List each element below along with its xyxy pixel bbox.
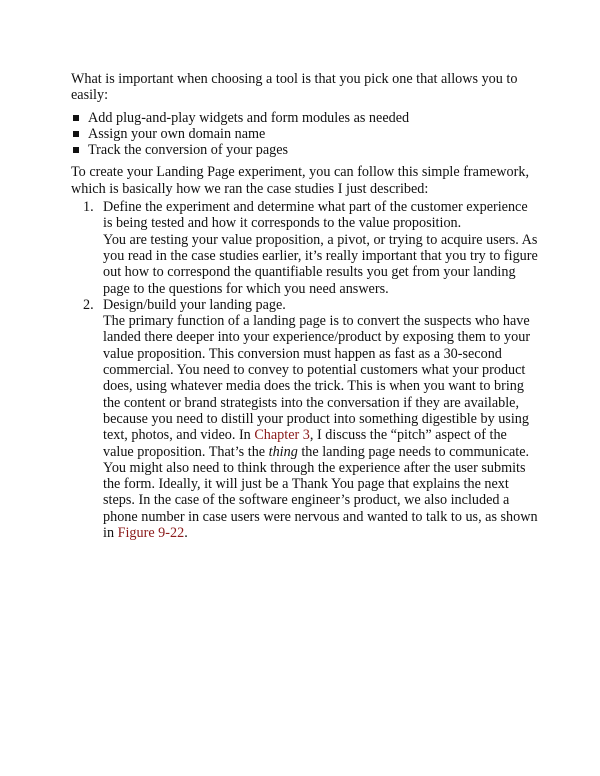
list-item [71,126,539,142]
list-item-text: Assign your own domain name [88,125,266,142]
square-bullet-icon [73,115,79,121]
step-body [103,313,539,541]
step-item [71,199,539,297]
step-number: 2. [83,296,94,313]
step-number: 1. [83,199,94,216]
figure-9-22-link[interactable]: Figure 9-22 [117,525,185,542]
tool-requirements-list [71,110,539,159]
list-item-text: Track the conversion of your pages [88,142,289,159]
list-item [71,110,539,126]
intro-paragraph: What is important when choosing a tool is that you pick one that allows you to easily: [71,71,518,104]
framework-steps-list [71,199,539,541]
step-body: You are testing your value proposition, a pivot, or trying to acquire users. As you read in the case studies earlier, it’s really important that you try to figure out how to correspond the quantifiable results you get from your landing page to the questions for which you need answers. [103,231,538,297]
square-bullet-icon [73,147,79,153]
step-body-text: the landing page needs to communicate. You might also need to think through the experience after the user submits the form. Ideally, it will just be a Thank You page that explains the next steps. In the case of the software engineer’s product, we also included a phone number in case users were nervous and wanted to talk to us, as shown in [103,443,538,542]
square-bullet-icon [73,131,79,137]
list-item [71,142,539,158]
step-title: Design/build your landing page. [103,296,286,313]
list-item-text: Add plug-and-play widgets and form modules as needed [88,109,410,126]
framework-intro-paragraph: To create your Landing Page experiment, you can follow this simple framework, which is basically how we ran the case studies I just described: [71,164,529,197]
chapter-3-link[interactable]: Chapter 3 [254,427,310,444]
step-body-text: The primary function of a landing page is to convert the suspects who have landed there deeper into your experience/product by exposing them to your value proposition. This conversion must happen as fast as a 30-second commercial. You need to convey to potential customers what your product does, using whatever media does the trick. This is when you want to bring the content or brand strategists into the conversation if they are available, because you need to distill your product into something digestible by using text, photos, and video. In [103,313,531,444]
step-body-text: , I discuss the “pitch” aspect of the value proposition. That’s the [103,427,507,460]
emphasis-text: thing [268,443,298,460]
step-title: Define the experiment and determine what part of the customer experience is being tested and how it corresponds to the value proposition. [103,199,528,232]
step-item [71,297,539,541]
step-body-text: . [184,525,188,542]
document-page [71,71,539,541]
